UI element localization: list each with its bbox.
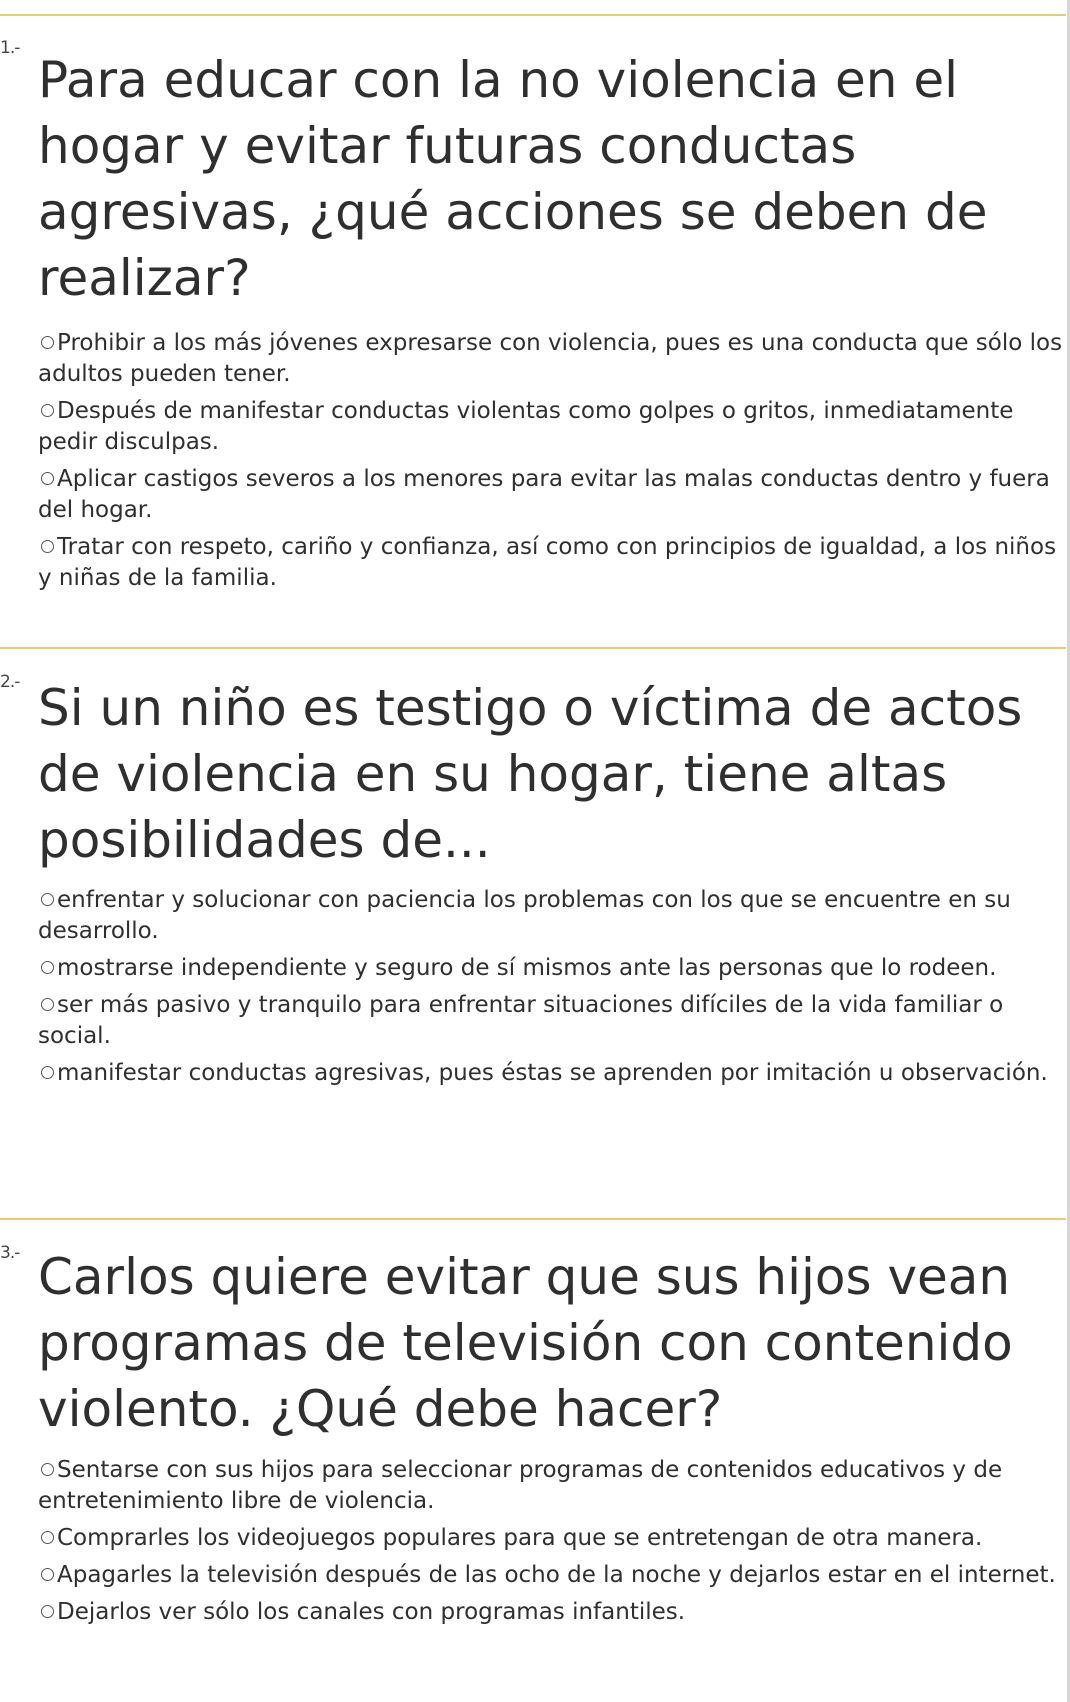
answer-option[interactable] — [38, 1523, 1064, 1554]
radio-button-icon[interactable] — [41, 1463, 54, 1476]
answer-option[interactable] — [38, 1597, 1064, 1628]
radio-button-icon[interactable] — [41, 1066, 54, 1079]
question-number: 1.- — [0, 38, 20, 58]
question-text: Carlos quiere evitar que sus hijos vean programas de televisión con contenido violento. ¿Qué debe hacer? — [38, 1248, 1013, 1438]
radio-button-icon[interactable] — [41, 472, 54, 485]
answer-option-label: Prohibir a los más jóvenes expresarse con violencia, pues es una conducta que sólo los adultos pueden tener. — [38, 330, 1063, 387]
answer-option[interactable] — [38, 396, 1064, 458]
answer-option-label: Tratar con respeto, cariño y confianza, así como con principios de igualdad, a los niños y niñas de la familia. — [38, 534, 1057, 591]
answer-option-label: Comprarles los videojuegos populares para que se entretengan de otra manera. — [57, 1525, 983, 1551]
answer-option[interactable] — [38, 1455, 1064, 1517]
answer-option-label: mostrarse independiente y seguro de sí mismos ante las personas que lo rodeen. — [57, 955, 997, 981]
question-text: Para educar con la no violencia en el hogar y evitar futuras conductas agresivas, ¿qué acciones se deben de realizar? — [38, 51, 988, 307]
answer-options — [38, 1455, 1064, 1634]
question-number: 2.- — [0, 672, 20, 692]
radio-button-icon[interactable] — [41, 1605, 54, 1618]
answer-option-label: enfrentar y solucionar con paciencia los problemas con los que se encuentre en su desarrollo. — [38, 887, 1011, 944]
radio-button-icon[interactable] — [41, 961, 54, 974]
answer-option-label: Apagarles la televisión después de las ocho de la noche y dejarlos estar en el internet. — [57, 1562, 1056, 1588]
radio-button-icon[interactable] — [41, 998, 54, 1011]
answer-option-label: Sentarse con sus hijos para seleccionar programas de contenidos educativos y de entretenimiento libre de violencia. — [38, 1457, 1003, 1514]
answer-option[interactable] — [38, 953, 1064, 984]
answer-option[interactable] — [38, 1560, 1064, 1591]
radio-button-icon[interactable] — [41, 893, 54, 906]
answer-option-label: Dejarlos ver sólo los canales con programas infantiles. — [57, 1599, 686, 1625]
radio-button-icon[interactable] — [41, 404, 54, 417]
answer-option[interactable] — [38, 464, 1064, 526]
radio-button-icon[interactable] — [41, 336, 54, 349]
answer-option-label: manifestar conductas agresivas, pues éstas se aprenden por imitación u observación. — [57, 1060, 1048, 1086]
question-divider — [0, 647, 1066, 649]
answer-option[interactable] — [38, 532, 1064, 594]
radio-button-icon[interactable] — [41, 1568, 54, 1581]
question-divider — [0, 1218, 1066, 1220]
answer-option-label: Después de manifestar conductas violentas como golpes o gritos, inmediatamente pedir disculpas. — [38, 398, 1014, 455]
answer-option[interactable] — [38, 990, 1064, 1052]
answer-option[interactable] — [38, 885, 1064, 947]
question-number: 3.- — [0, 1243, 20, 1263]
question-divider — [0, 14, 1066, 16]
question-text: Si un niño es testigo o víctima de actos de violencia en su hogar, tiene altas posibilidades de... — [38, 679, 1023, 869]
answer-options — [38, 328, 1064, 600]
answer-options — [38, 885, 1064, 1095]
radio-button-icon[interactable] — [41, 1531, 54, 1544]
answer-option-label: ser más pasivo y tranquilo para enfrentar situaciones difíciles de la vida familiar o social. — [38, 992, 1004, 1049]
answer-option[interactable] — [38, 328, 1064, 390]
radio-button-icon[interactable] — [41, 540, 54, 553]
answer-option-label: Aplicar castigos severos a los menores para evitar las malas conductas dentro y fuera del hogar. — [38, 466, 1050, 523]
answer-option[interactable] — [38, 1058, 1064, 1089]
